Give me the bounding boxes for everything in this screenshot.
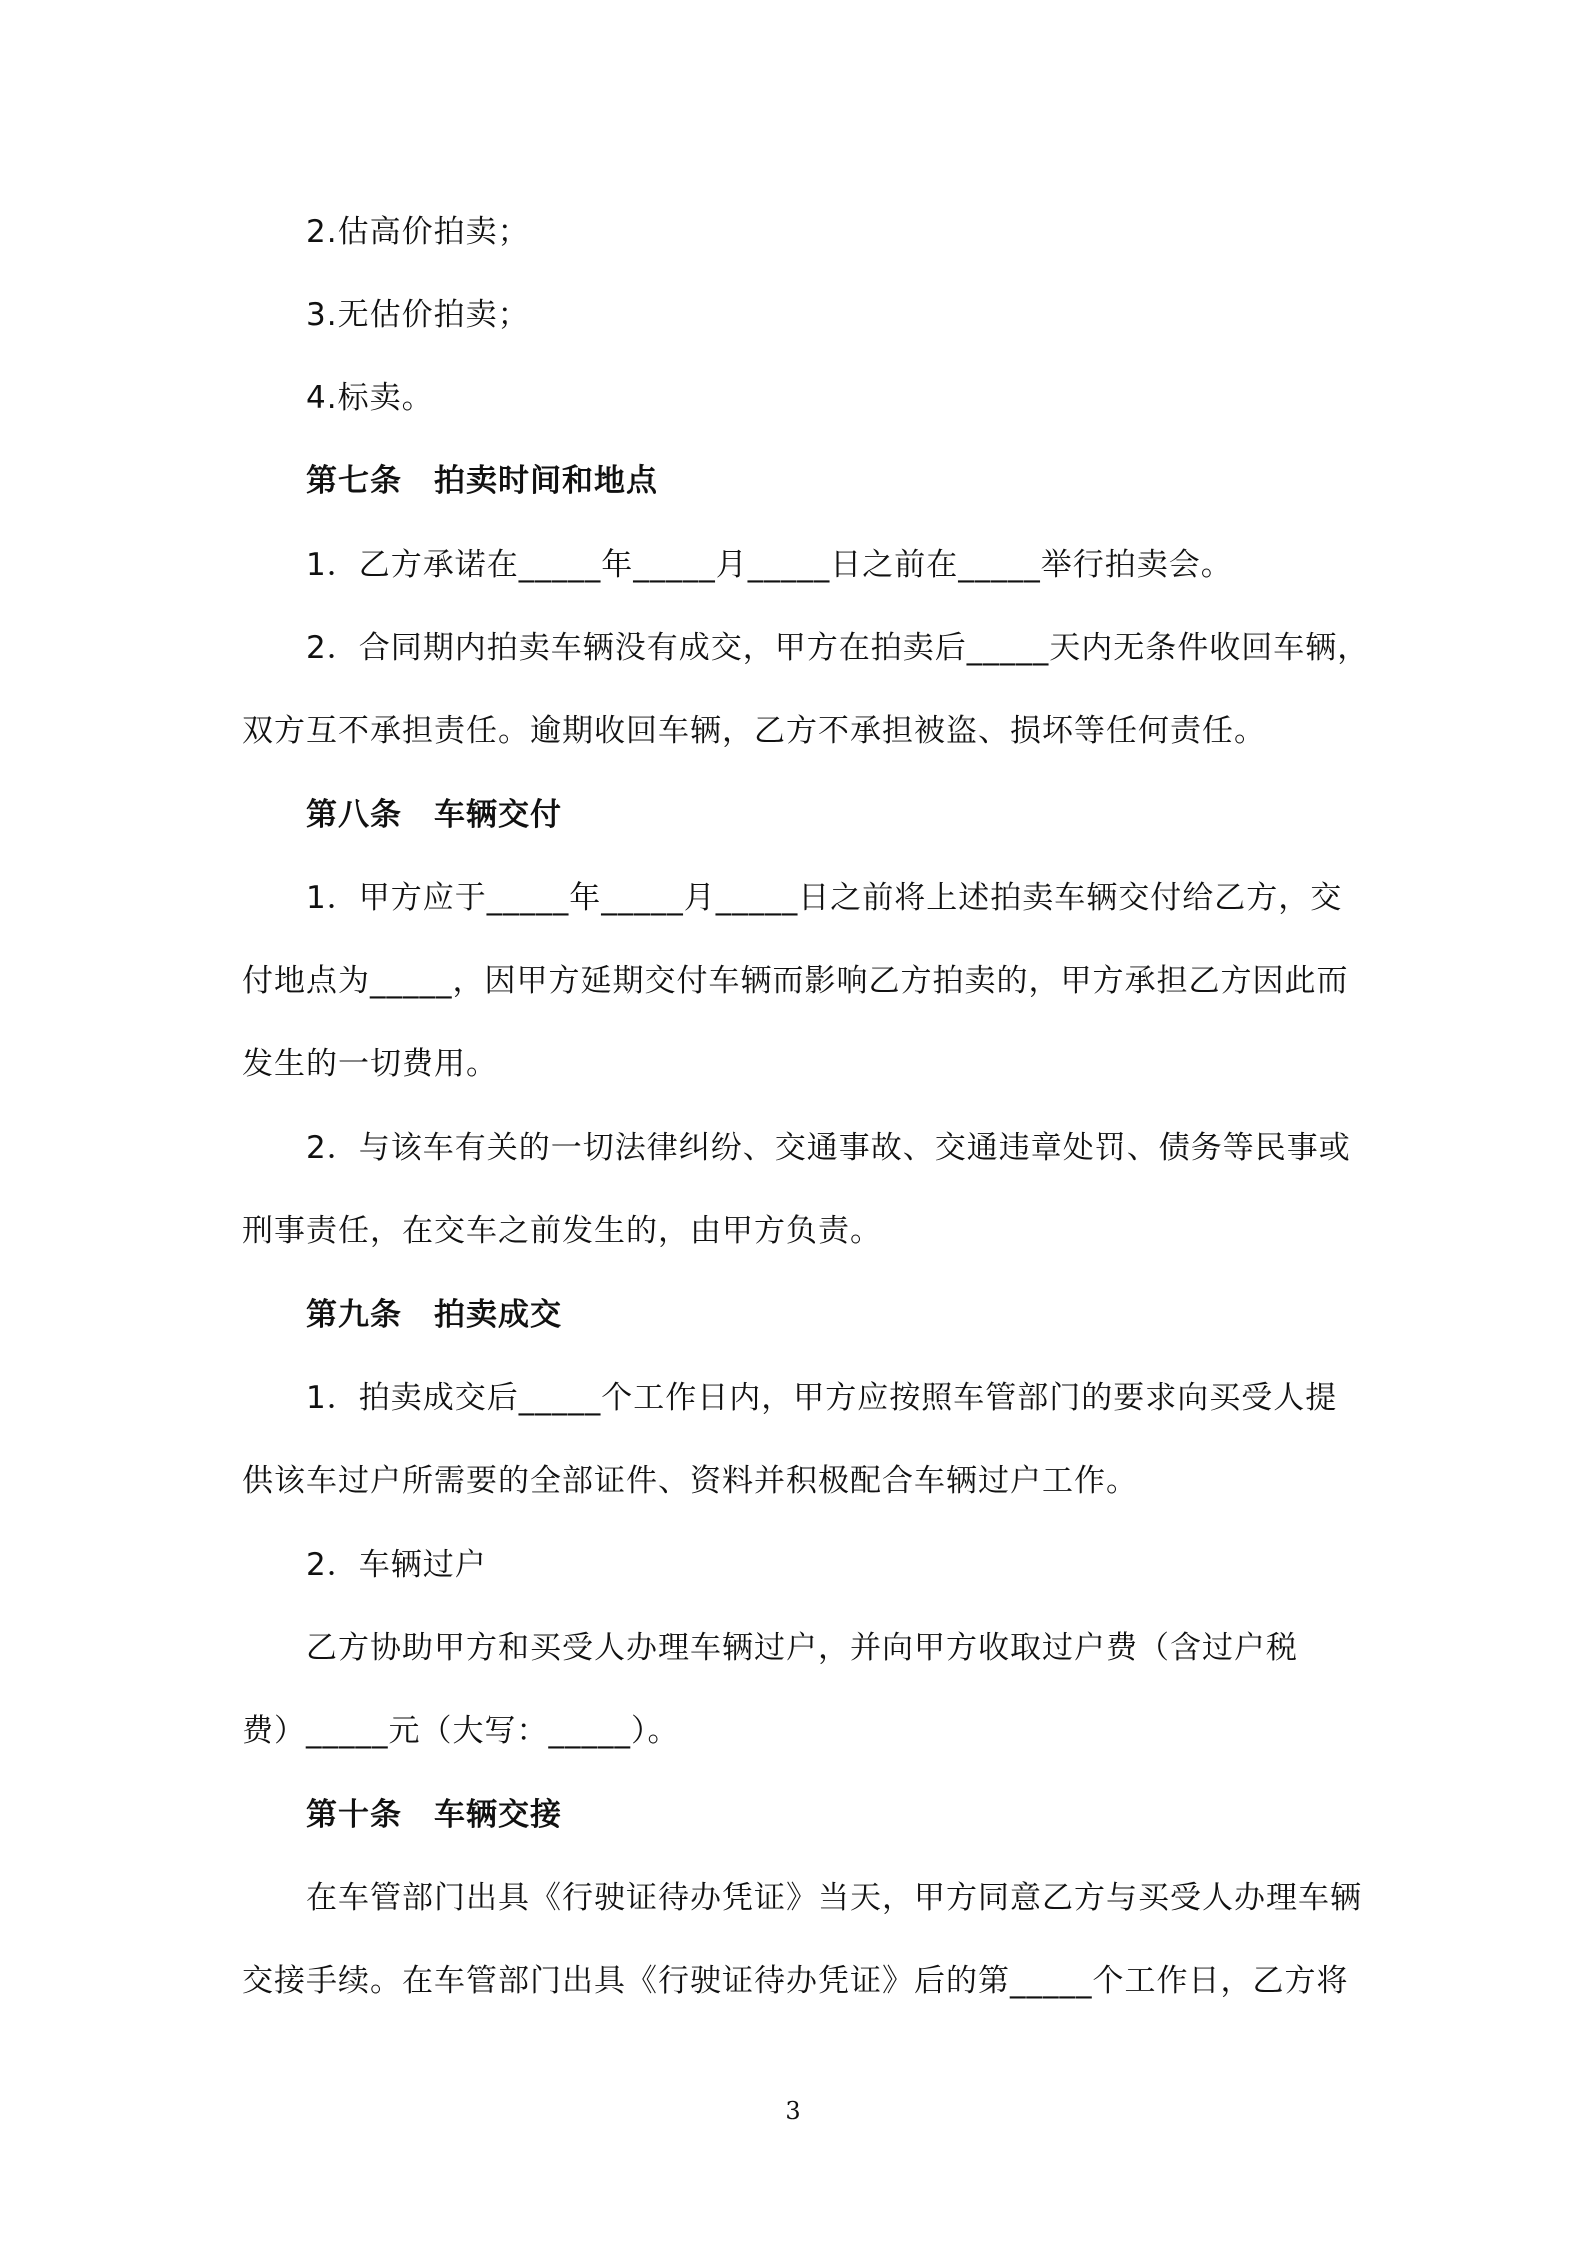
- article-8-clause-1-line-2: 付地点为_____，因甲方延期交付车辆而影响乙方拍卖的，甲方承担乙方因此而: [242, 963, 1349, 999]
- article-8-clause-2-line-2: 刑事责任，在交车之前发生的，由甲方负责。: [242, 1213, 882, 1249]
- article-9-clause-2-line-1: 乙方协助甲方和买受人办理车辆过户，并向甲方收取过户费（含过户税: [306, 1630, 1298, 1666]
- article-9-clause-2-title: 2．车辆过户: [306, 1547, 487, 1583]
- article-7-number: 第七条: [306, 463, 402, 499]
- article-8-clause-1-line-1: 1．甲方应于_____年_____月_____日之前将上述拍卖车辆交付给乙方，交: [306, 880, 1343, 916]
- article-9-clause-1-line-2: 供该车过户所需要的全部证件、资料并积极配合车辆过户工作。: [242, 1463, 1138, 1499]
- article-9-clause-1-line-1: 1．拍卖成交后_____个工作日内，甲方应按照车管部门的要求向买受人提: [306, 1380, 1338, 1416]
- article-9-title: 拍卖成交: [434, 1297, 562, 1333]
- article-8-clause-1-line-3: 发生的一切费用。: [242, 1046, 498, 1082]
- article-7-clause-1: 1．乙方承诺在_____年_____月_____日之前在_____举行拍卖会。: [306, 547, 1233, 583]
- article-10-paragraph-line-2: 交接手续。在车管部门出具《行驶证待办凭证》后的第_____个工作日，乙方将: [242, 1963, 1349, 1999]
- article-10-heading: [306, 1795, 1372, 1835]
- article-10-number: 第十条: [306, 1797, 402, 1833]
- page-number: 3: [785, 2097, 801, 2125]
- article-8-title: 车辆交付: [434, 797, 562, 833]
- list-item-no-estimate: 3.无估价拍卖；: [306, 297, 530, 333]
- list-item-tender: 4.标卖。: [306, 380, 434, 416]
- article-9-number: 第九条: [306, 1297, 402, 1333]
- article-9-heading: [306, 1295, 1372, 1335]
- article-9-clause-2-line-2: 费）_____元（大写：_____）。: [242, 1713, 680, 1749]
- article-8-heading: [306, 795, 1372, 835]
- article-8-number: 第八条: [306, 797, 402, 833]
- list-item-high-estimate: 2.估高价拍卖；: [306, 214, 530, 250]
- article-7-clause-2-line-1: 2．合同期内拍卖车辆没有成交，甲方在拍卖后_____天内无条件收回车辆，: [306, 630, 1370, 666]
- article-7-heading: [306, 461, 1372, 501]
- article-10-paragraph-line-1: 在车管部门出具《行驶证待办凭证》当天，甲方同意乙方与买受人办理车辆: [306, 1880, 1362, 1916]
- article-7-title: 拍卖时间和地点: [434, 463, 658, 499]
- article-10-title: 车辆交接: [434, 1797, 562, 1833]
- article-7-clause-2-line-2: 双方互不承担责任。逾期收回车辆，乙方不承担被盗、损坏等任何责任。: [242, 713, 1266, 749]
- article-8-clause-2-line-1: 2．与该车有关的一切法律纠纷、交通事故、交通违章处罚、债务等民事或: [306, 1130, 1351, 1166]
